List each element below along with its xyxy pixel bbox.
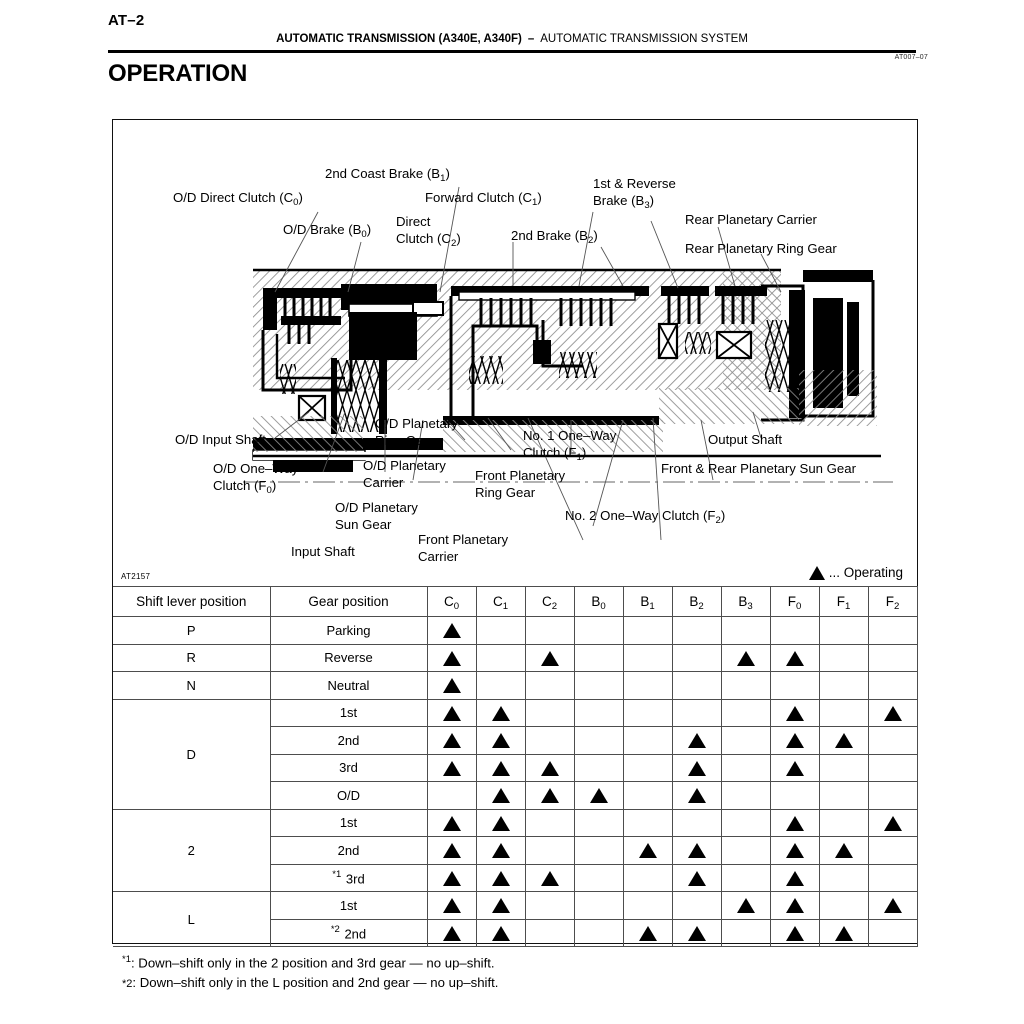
running-head-dash: – (527, 33, 535, 45)
cell-gear-position: O/D (270, 782, 427, 810)
label-direct-clutch: Direct Clutch $(C_2)$ (396, 214, 461, 249)
footnote-1-text: : Down–shift only in the 2 position and 3rd gear — no up–shift. (130, 955, 495, 971)
cell-c2-operating (525, 782, 574, 810)
cell-c0-operating (427, 837, 476, 865)
transmission-cross-section-diagram (113, 120, 917, 584)
triangle-icon (541, 788, 559, 803)
cell-f2-idle (868, 919, 917, 947)
cell-b1-idle (623, 864, 672, 892)
page-title: OPERATION (108, 60, 248, 87)
triangle-icon (737, 651, 755, 666)
cell-c1-operating (476, 727, 525, 755)
cell-f0-operating (770, 754, 819, 782)
cell-b2-operating (672, 919, 721, 947)
header-element-b0: $B_0$ (574, 587, 623, 617)
cell-f1-idle (819, 782, 868, 810)
table-row (113, 809, 917, 837)
triangle-icon (786, 733, 804, 748)
triangle-icon (443, 843, 461, 858)
cell-f1-idle (819, 699, 868, 727)
cell-c0-operating (427, 699, 476, 727)
cell-f0-idle (770, 617, 819, 645)
cell-c1-operating (476, 754, 525, 782)
cell-b3-operating (721, 644, 770, 672)
footnote-2 (122, 973, 498, 994)
header-rule (108, 50, 916, 53)
triangle-icon (492, 733, 510, 748)
cell-c1-operating (476, 837, 525, 865)
cell-shift-lever-position: D (113, 699, 270, 809)
label-forward-clutch: Forward Clutch $(C_1)$ (425, 190, 542, 208)
cell-c0-operating (427, 644, 476, 672)
cell-c2-operating (525, 644, 574, 672)
label-od-planetary-ring-gear: O/D Planetary Ring Gear (375, 416, 458, 448)
label-no2-one-way-clutch: No. 2 One–Way Clutch $(F_2)$ (565, 508, 726, 526)
cell-f1-idle (819, 672, 868, 700)
triangle-icon (541, 651, 559, 666)
label-1st-reverse-brake: 1st & Reverse Brake $(B_3)$ (593, 176, 676, 211)
cell-c1-operating (476, 919, 525, 947)
cell-f1-operating (819, 919, 868, 947)
cell-f0-operating (770, 644, 819, 672)
cell-b1-idle (623, 699, 672, 727)
cell-b3-idle (721, 672, 770, 700)
cell-c0-operating (427, 892, 476, 920)
triangle-icon (737, 898, 755, 913)
cell-b0-idle (574, 809, 623, 837)
triangle-icon (809, 566, 825, 580)
cell-f2-idle (868, 754, 917, 782)
operation-table-body (113, 617, 917, 947)
cell-f0-operating (770, 727, 819, 755)
cell-b1-idle (623, 727, 672, 755)
cell-c0-operating (427, 864, 476, 892)
table-row (113, 617, 917, 645)
header-element-b2: $B_2$ (672, 587, 721, 617)
cell-c2-idle (525, 699, 574, 727)
triangle-icon (688, 843, 706, 858)
cell-f1-idle (819, 892, 868, 920)
header-element-c1: $C_1$ (476, 587, 525, 617)
triangle-icon (492, 706, 510, 721)
table-row (113, 699, 917, 727)
gear-footnote-marker: *1 (332, 868, 342, 880)
cell-c0-operating (427, 919, 476, 947)
footnote-2-marker: *2 (122, 978, 133, 991)
triangle-icon (639, 926, 657, 941)
cell-c1-operating (476, 892, 525, 920)
cell-b1-idle (623, 644, 672, 672)
cell-gear-position: Neutral (270, 672, 427, 700)
header-element-b3: $B_3$ (721, 587, 770, 617)
cell-gear-position: Parking (270, 617, 427, 645)
cell-b0-idle (574, 672, 623, 700)
label-2nd-brake: 2nd Brake $(B_2)$ (511, 228, 598, 246)
figure-frame (112, 119, 918, 944)
cell-b0-idle (574, 727, 623, 755)
figure-code: AT2157 (121, 572, 151, 581)
triangle-icon (443, 761, 461, 776)
cell-b0-idle (574, 754, 623, 782)
header-shift-lever-position: Shift lever position (113, 587, 270, 617)
triangle-icon (492, 788, 510, 803)
triangle-icon (786, 926, 804, 941)
cell-b0-operating (574, 782, 623, 810)
triangle-icon (786, 871, 804, 886)
cell-f0-idle (770, 672, 819, 700)
cell-b2-operating (672, 727, 721, 755)
cell-f1-idle (819, 809, 868, 837)
triangle-icon (443, 651, 461, 666)
triangle-icon (492, 761, 510, 776)
cell-c1-operating (476, 864, 525, 892)
cell-c0-operating (427, 727, 476, 755)
cell-c2-idle (525, 617, 574, 645)
cell-b0-idle (574, 699, 623, 727)
cell-b1-idle (623, 809, 672, 837)
triangle-icon (492, 871, 510, 886)
cell-b0-idle (574, 864, 623, 892)
cell-f2-operating (868, 809, 917, 837)
cell-b2-operating (672, 782, 721, 810)
cell-b3-idle (721, 837, 770, 865)
triangle-icon (786, 761, 804, 776)
triangle-icon (688, 871, 706, 886)
label-input-shaft: Input Shaft (291, 544, 355, 559)
cell-b2-idle (672, 699, 721, 727)
cell-c2-idle (525, 837, 574, 865)
triangle-icon (541, 871, 559, 886)
cell-c1-operating (476, 809, 525, 837)
cell-b1-idle (623, 782, 672, 810)
cell-f1-operating (819, 727, 868, 755)
cell-b0-idle (574, 892, 623, 920)
header-element-c0: $C_0$ (427, 587, 476, 617)
cell-c0-operating (427, 672, 476, 700)
cell-f2-idle (868, 727, 917, 755)
cell-shift-lever-position: R (113, 644, 270, 672)
cell-b2-idle (672, 672, 721, 700)
cell-b3-idle (721, 727, 770, 755)
triangle-icon (443, 816, 461, 831)
cell-b1-idle (623, 754, 672, 782)
cell-b0-idle (574, 644, 623, 672)
triangle-icon (884, 816, 902, 831)
label-front-planetary-carrier: Front Planetary Carrier (418, 532, 509, 564)
cell-f1-idle (819, 754, 868, 782)
cell-gear-position: 1st (270, 892, 427, 920)
triangle-icon (835, 843, 853, 858)
cell-gear-position: Reverse (270, 644, 427, 672)
label-rear-planetary-ring-gear: Rear Planetary Ring Gear (685, 241, 837, 256)
cell-c0-operating (427, 809, 476, 837)
triangle-icon (443, 733, 461, 748)
cell-f2-idle (868, 672, 917, 700)
cell-b1-operating (623, 919, 672, 947)
header-gear-position: Gear position (270, 587, 427, 617)
cell-b2-idle (672, 644, 721, 672)
page-number: AT–2 (108, 12, 145, 29)
cell-b1-operating (623, 837, 672, 865)
triangle-icon (443, 926, 461, 941)
label-od-planetary-sun-gear: O/D Planetary Sun Gear (335, 500, 418, 532)
cell-b2-operating (672, 837, 721, 865)
cell-f1-idle (819, 617, 868, 645)
header-element-c2: $C_2$ (525, 587, 574, 617)
triangle-icon (884, 706, 902, 721)
triangle-icon (835, 926, 853, 941)
header-element-f0: $F_0$ (770, 587, 819, 617)
cell-b3-idle (721, 617, 770, 645)
cell-f0-operating (770, 892, 819, 920)
label-2nd-coast-brake: 2nd Coast Brake $(B_1)$ (325, 166, 450, 184)
cell-c1-operating (476, 782, 525, 810)
label-no1-one-way-clutch: No. 1 One–Way Clutch $(F_1)$ (523, 428, 617, 463)
cell-f1-operating (819, 837, 868, 865)
cell-f2-idle (868, 782, 917, 810)
label-rear-planetary-carrier: Rear Planetary Carrier (685, 212, 817, 227)
cell-c2-idle (525, 892, 574, 920)
cell-f0-operating (770, 699, 819, 727)
footnote-1 (122, 950, 498, 973)
cell-gear-position: 1st (270, 809, 427, 837)
cell-b0-idle (574, 919, 623, 947)
triangle-icon (835, 733, 853, 748)
cell-b0-idle (574, 617, 623, 645)
triangle-icon (541, 761, 559, 776)
footnotes (122, 950, 498, 994)
triangle-icon (786, 843, 804, 858)
label-od-brake: O/D Brake $(B_0)$ (283, 222, 372, 240)
triangle-icon (443, 623, 461, 638)
header-element-b1: $B_1$ (623, 587, 672, 617)
triangle-icon (443, 871, 461, 886)
triangle-icon (492, 926, 510, 941)
cell-f1-idle (819, 644, 868, 672)
cell-c2-idle (525, 919, 574, 947)
gear-footnote-marker: *2 (330, 923, 340, 935)
label-od-planetary-carrier: O/D Planetary Carrier (363, 458, 446, 490)
running-head (0, 33, 1024, 45)
label-od-input-shaft: O/D Input Shaft (175, 432, 266, 447)
cell-b2-idle (672, 617, 721, 645)
triangle-icon (786, 706, 804, 721)
cell-f2-idle (868, 617, 917, 645)
cell-gear-position: 2nd (270, 837, 427, 865)
legend-label: ... Operating (828, 565, 903, 580)
cell-f0-operating (770, 919, 819, 947)
triangle-icon (688, 761, 706, 776)
triangle-icon (786, 816, 804, 831)
label-front-planetary-ring-gear: Front Planetary Ring Gear (475, 468, 566, 500)
cell-gear-position: 1st (270, 699, 427, 727)
triangle-icon (786, 898, 804, 913)
cell-b3-idle (721, 782, 770, 810)
cell-b2-operating (672, 754, 721, 782)
cell-shift-lever-position: P (113, 617, 270, 645)
cell-f2-operating (868, 699, 917, 727)
triangle-icon (639, 843, 657, 858)
cell-f0-operating (770, 809, 819, 837)
triangle-icon (884, 898, 902, 913)
cell-c2-operating (525, 754, 574, 782)
cell-gear-position: 3rd (270, 754, 427, 782)
operating-legend (809, 565, 903, 580)
cell-c0-idle (427, 782, 476, 810)
cell-shift-lever-position: L (113, 892, 270, 947)
running-head-system: AUTOMATIC TRANSMISSION SYSTEM (540, 33, 748, 45)
cell-f0-idle (770, 782, 819, 810)
cell-b3-idle (721, 809, 770, 837)
triangle-icon (443, 898, 461, 913)
cell-b3-idle (721, 699, 770, 727)
label-output-shaft: Output Shaft (708, 432, 783, 447)
footnote-2-text: : Down–shift only in the L position and 2nd gear — no up–shift. (132, 975, 499, 991)
cell-c1-idle (476, 644, 525, 672)
cell-b3-idle (721, 919, 770, 947)
cell-b1-idle (623, 617, 672, 645)
cell-f2-idle (868, 644, 917, 672)
triangle-icon (443, 706, 461, 721)
cell-gear-position: $^{*1}$ 3rd (270, 864, 427, 892)
cell-b0-idle (574, 837, 623, 865)
header-element-f1: $F_1$ (819, 587, 868, 617)
cell-c1-operating (476, 699, 525, 727)
triangle-icon (492, 816, 510, 831)
table-row (113, 672, 917, 700)
cell-b2-idle (672, 809, 721, 837)
label-front-rear-sun-gear: Front & Rear Planetary Sun Gear (661, 461, 856, 476)
label-od-one-way-clutch: O/D One–Way Clutch $(F_0)$ (213, 461, 299, 496)
cell-b3-idle (721, 864, 770, 892)
footnote-1-marker: *1 (122, 954, 131, 965)
cell-f1-idle (819, 864, 868, 892)
cell-f0-operating (770, 837, 819, 865)
cell-c0-operating (427, 617, 476, 645)
cell-gear-position: 2nd (270, 727, 427, 755)
cell-b1-idle (623, 672, 672, 700)
cell-c2-idle (525, 727, 574, 755)
header-element-f2: $F_2$ (868, 587, 917, 617)
cell-b2-operating (672, 864, 721, 892)
triangle-icon (688, 926, 706, 941)
triangle-icon (786, 651, 804, 666)
cell-c2-idle (525, 809, 574, 837)
cell-c2-operating (525, 864, 574, 892)
cell-shift-lever-position: N (113, 672, 270, 700)
document-code: AT007–07 (894, 54, 928, 61)
cell-c1-idle (476, 672, 525, 700)
triangle-icon (443, 678, 461, 693)
cell-c2-idle (525, 672, 574, 700)
triangle-icon (688, 788, 706, 803)
cell-c0-operating (427, 754, 476, 782)
cell-f2-idle (868, 837, 917, 865)
triangle-icon (688, 733, 706, 748)
cell-b3-operating (721, 892, 770, 920)
cell-f2-idle (868, 864, 917, 892)
cell-c1-idle (476, 617, 525, 645)
triangle-icon (492, 843, 510, 858)
operation-table (113, 586, 918, 947)
cell-shift-lever-position: 2 (113, 809, 270, 892)
table-row (113, 644, 917, 672)
running-head-model: AUTOMATIC TRANSMISSION (A340E, A340F) (276, 33, 522, 45)
cell-f0-operating (770, 864, 819, 892)
cell-gear-position: $^{*2}$ 2nd (270, 919, 427, 947)
label-od-direct-clutch: O/D Direct Clutch $(C_0)$ (173, 190, 303, 208)
table-header-row (113, 587, 917, 617)
triangle-icon (590, 788, 608, 803)
table-row (113, 892, 917, 920)
triangle-icon (492, 898, 510, 913)
cell-f2-operating (868, 892, 917, 920)
cell-b2-idle (672, 892, 721, 920)
cell-b1-idle (623, 892, 672, 920)
cell-b3-idle (721, 754, 770, 782)
